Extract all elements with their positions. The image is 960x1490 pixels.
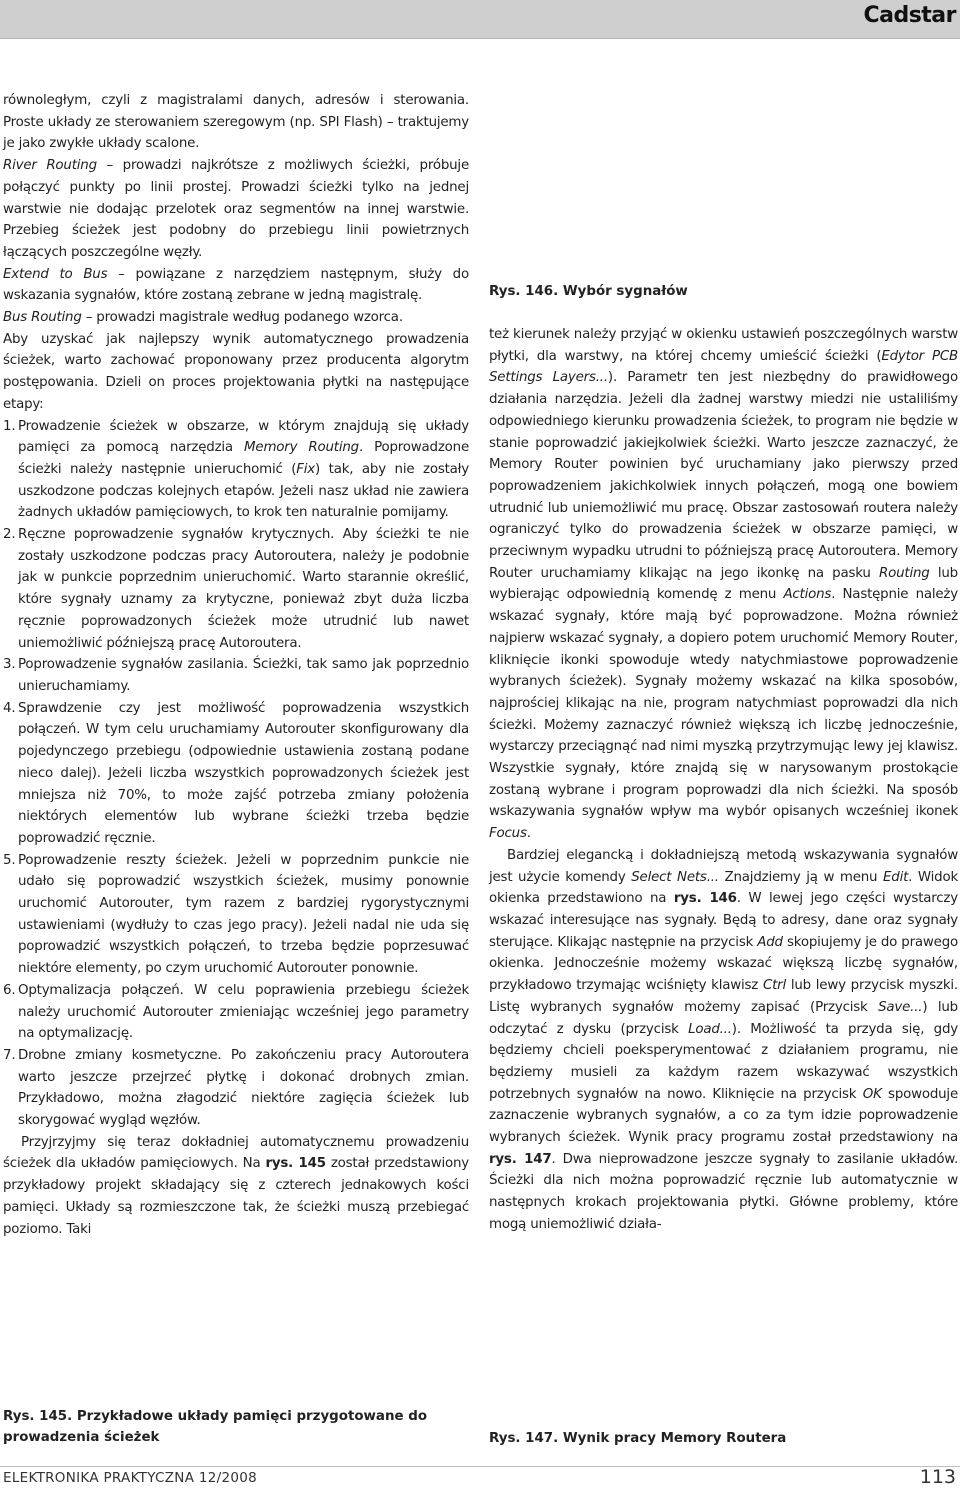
- paragraph: [3, 155, 469, 264]
- text-run: ) lub odczytać z dysku (przycisk: [489, 999, 958, 1037]
- list-item: [3, 654, 469, 697]
- text-run: .: [526, 826, 531, 842]
- page-number: 113: [919, 1466, 956, 1488]
- paragraph-text: – prowadzi najkrótsze z możliwych ścieżki, próbuje połączyć punkty po linii prostej. Prowadzi ścieżki tylko na jednej warstwie nie dodając przelotek oraz segmentów na innej warstwie. Przebieg ścieżek jest podobny do przebiegu linii powietrznych łączących poszczególne węzły.: [3, 158, 469, 260]
- text-run: . Następnie należy wskazać sygnały, które mają być poprowadzone. Można również najpierw wskazać sygnały, a dopiero potem uruchomić Memory Router, kliknięcie ikonki spowoduje wtedy natychmiastowe poprowadzenie wybranych ścieżek). Sygnały możemy wskazać na kilka sposobów, najprościej klikając na nie, program natychmiast poprowadzi dla nich ścieżki. Możemy zaznaczyć również większą ich liczbę jednocześnie, wystarczy przeciągnąć nad nimi myszką przytrzymując lewy jej klawisz. Wszystkie sygnały, które znajdą się w narysowanym prostokącie zostaną wybrane i program poprowadzi dla nich ścieżki. Na sposób wskazywania sygnałów wpływ ma wybór opisanych wcześniej ikonek: [489, 587, 958, 820]
- text-run: Przyjrzyjmy się teraz dokładniej automatycznemu prowadzeniu ścieżek dla układów pamięciowych. Na: [3, 1134, 469, 1172]
- figure-reference: rys. 146: [673, 891, 737, 907]
- section-title: Cadstar: [863, 3, 956, 28]
- list-item: [3, 1045, 469, 1132]
- list-text: Poprowadzenie reszty ścieżek. Jeżeli w poprzednim punkcie nie udało się poprowadzić wszystkich ścieżek, musimy ponownie uruchomić Autorouter, tym razem z bardziej rygorystycznymi ustawieniami (wydłuży to czas jego pracy). Jeżeli nadal nie uda się poprowadzić wszystkich połączeń, to trzeba będzie poprzesuwać niektóre elementy, po czym uruchomić Autorouter ponownie.: [18, 852, 469, 977]
- magazine-issue: ELEKTRONIKA PRAKTYCZNA 12/2008: [3, 1470, 258, 1486]
- figure-caption-145: Rys. 145. Przykładowe układy pamięci przygotowane do prowadzenia ścieżek: [3, 1409, 428, 1445]
- italic-run: Edytor PCB Settings Layers...: [489, 348, 958, 386]
- text-run: ). Parametr ten jest niezbędny do prawidłowego działania narzędzia. Jeżeli dla żadnej warstwy miedzi nie ustaliliśmy odpowiedniego kierunku prowadzenia ścieżek, to program nie będzie w stanie poprowadzić jakiejkolwiek ścieżki. Warto jeszcze zaznaczyć, że Memory Router powinien być uruchamiany jako pierwszy przed poprowadzeniem jakichkolwiek innych połączeń, mogą one bowiem utrudnić lub uniemożliwić mu pracę. Obszar zastosowań routera należy ograniczyć tylko do prowadzenia ścieżek w obszarze pamięci, w przeciwnym wypadku utrudni to późniejszą pracę Autoroutera. Memory Router uruchamiamy klikając na jego ikonkę na pasku: [489, 370, 958, 581]
- list-item: [3, 524, 469, 654]
- list-item: [3, 698, 469, 850]
- text-run: Prowadzenie ścieżek w obszarze, w którym znajdują się układy pamięci za pomocą narzędzia: [18, 418, 469, 456]
- italic-run: Memory Routing: [244, 440, 359, 456]
- text-run: lub lewy przycisk myszki. Listę wybranych sygnałów możemy zapisać (Przycisk: [489, 978, 958, 1015]
- list-number: 5.: [3, 852, 16, 868]
- text-run: też kierunek należy przyjąć w okienku ustawień poszczególnych warstw płytki, dla warstwy, na której chcemy umieścić ścieżki (: [489, 327, 958, 364]
- paragraph: równoległym, czyli z magistralami danych, adresów i sterowania. Proste układy ze sterowaniem szeregowym (np. SPI Flash) – traktujemy je jako zwykłe układy scalone.: [3, 93, 469, 152]
- text-run: Bardziej elegancką i dokładniejszą metodą wskazywania sygnałów jest użycie komendy: [489, 847, 958, 885]
- page-header: [0, 0, 960, 39]
- list-text: Poprowadzenie sygnałów zasilania. Ścieżki, tak samo jak poprzednio unieruchamiamy.: [18, 657, 469, 694]
- italic-run: Fix: [296, 461, 316, 477]
- right-column: [489, 324, 958, 1236]
- paragraph: [489, 324, 958, 845]
- text-run: ). Możliwość ta przyda się, gdy będziemy chcieli poeksperymentować z działaniem programu, nie będziemy musieli za każdym razem wskazywać wszystkich potrzebnych sygnałów na nowo. Kliknięcie na przycisk: [489, 1021, 958, 1102]
- list-number: 7.: [3, 1047, 16, 1063]
- italic-run: Ctrl: [762, 978, 786, 994]
- text-run: lub wybierając odpowiednią komendę z menu: [489, 565, 958, 603]
- figure-caption-147: Rys. 147. Wynik pracy Memory Routera: [489, 1431, 787, 1446]
- list-number: 3.: [3, 657, 16, 673]
- figure-caption-146: Rys. 146. Wybór sygnałów: [489, 284, 688, 299]
- list-item: [3, 416, 469, 525]
- text-run: . Widok okienka przedstawiono na: [489, 869, 958, 907]
- paragraph: [3, 307, 469, 329]
- italic-run: Routing: [879, 565, 930, 581]
- text-run: . Dwa nieprowadzone jeszcze sygnały to zasilanie układów. Ścieżki dla nich można poprowadzić ręcznie lub automatycznie w następnych krokach projektowania płytki. Główne problemy, które mogą uniemożliwić działa-: [489, 1151, 958, 1232]
- text-run: skopiujemy je do prawego okienka. Jednocześnie możemy wskazać większą liczbę sygnałów, przykładowo trzymając wciśnięty klawisz: [489, 934, 958, 994]
- paragraph: [489, 845, 958, 1236]
- text-run: spowoduje zaznaczenie wybranych sygnałów, a co za tym idzie poprowadzenie wybranych ścieżek. Wynik pracy programu został przedstawiony na: [489, 1086, 958, 1146]
- list-number: 4.: [3, 700, 16, 716]
- figure-reference: rys. 147: [489, 1151, 552, 1167]
- text-run: został przedstawiony przykładowy projekt składający się z czterech jednakowych kości pamięci. Układy są rozmieszczone tak, że ścieżki muszą przebiegać poziomo. Taki: [3, 1156, 469, 1237]
- list-text: [18, 416, 469, 525]
- list-text: Ręczne poprowadzenie sygnałów krytycznych. Aby ścieżki te nie zostały uszkodzone podczas pracy Autoroutera, należy je podobnie jak w punkcie poprzednim unieruchomić. Warto starannie określić, które sygnały uznamy za krytyczne, ponieważ zbyt duża liczba ręcznie poprowadzonych ścieżek może utrudnić lub nawet uniemożliwić późniejszą pracę Autoroutera.: [18, 527, 469, 651]
- italic-run: Add: [757, 934, 783, 950]
- paragraph: [3, 1132, 469, 1241]
- italic-run: Focus: [489, 826, 527, 842]
- paragraph-text: – prowadzi magistrale według podanego wzorca.: [81, 310, 403, 326]
- list-item: [3, 850, 469, 980]
- list-text: Drobne zmiany kosmetyczne. Po zakończeniu pracy Autoroutera warto jeszcze przejrzeć płytkę i dokonać drobnych zmian. Przykładowo, można złagodzić niektóre zagięcia ścieżek lub skorygować wygląd węzłów.: [18, 1047, 469, 1129]
- list-number: 6.: [3, 982, 16, 998]
- italic-run: Load...: [688, 1021, 732, 1037]
- text-run: . Poprowadzone ścieżki należy następnie unieruchomić (: [18, 440, 470, 477]
- text-run: Znajdziemy ją w menu: [718, 869, 884, 885]
- list-number: 1.: [3, 418, 16, 434]
- paragraph: [3, 264, 469, 307]
- list-text: Sprawdzenie czy jest możliwość poprowadzenia wszystkich połączeń. W tym celu uruchamiamy Autorouter skonfigurowany dla pojedynczego przebiegu (odpowiednie ustawienia zostaną podane nieco dalej). Jeżeli liczba wszystkich poprowadzonych ścieżek jest mniejsza niż 70%, to może zajść potrzeba zmiany położenia niektórych elementów lub wybrane ścieżki trzeba będzie poprowadzić ręcznie.: [18, 700, 469, 846]
- term: River Routing: [3, 158, 97, 174]
- page-footer: [0, 1466, 960, 1490]
- text-run: ) tak, aby nie zostały uszkodzone podczas kolejnych etapów. Jeżeli nasz układ nie zawiera żadnych układów pamięciowych, to krok ten naturalnie pomijamy.: [18, 461, 469, 521]
- italic-run: Actions: [783, 587, 832, 603]
- italic-run: OK: [862, 1086, 882, 1102]
- italic-run: Save...: [878, 999, 923, 1015]
- italic-run: Select Nets...: [631, 869, 719, 885]
- list-item: [3, 980, 469, 1045]
- figure-reference: rys. 145: [265, 1156, 326, 1172]
- left-column: [3, 90, 469, 1240]
- paragraph-text: – powiązane z narzędziem następnym, służy do wskazania sygnałów, które zostaną zebrane w jedną magistralę.: [3, 266, 469, 304]
- paragraph: Aby uzyskać jak najlepszy wynik automatycznego prowadzenia ścieżek, warto zachować proponowany przez producenta algorytm postępowania. Dzieli on proces projektowania płytki na następujące etapy:: [3, 331, 469, 412]
- term: Bus Routing: [3, 310, 82, 326]
- text-run: . W lewej jego części wystarczy wskazać interesujące nas sygnały. Będą to adresy, dane oraz sygnały sterujące. Klikając następnie na przycisk: [489, 891, 958, 950]
- term: Extend to Bus: [3, 266, 108, 282]
- italic-run: Edit: [883, 869, 909, 885]
- list-number: 2.: [3, 527, 16, 543]
- list-text: Optymalizacja połączeń. W celu poprawienia przebiegu ścieżek należy uruchomić Autorouter zmieniając wcześniej jego parametry na optymalizację.: [18, 982, 469, 1042]
